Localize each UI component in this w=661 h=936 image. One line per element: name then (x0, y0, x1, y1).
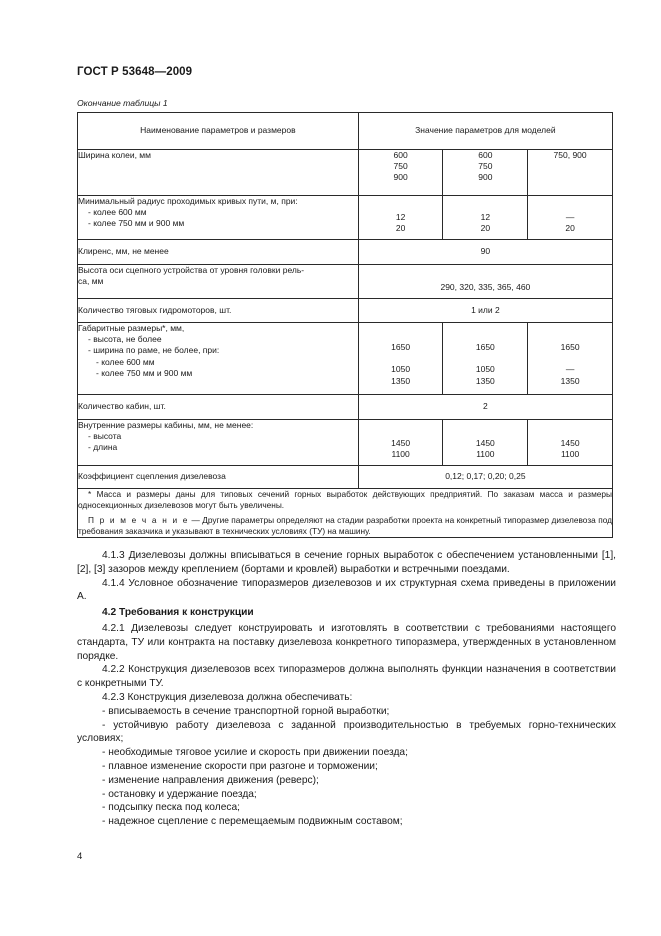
row-label-dimensions: Габаритные размеры*, мм, (78, 323, 185, 333)
row-label-coupler-cell (78, 265, 359, 299)
table-row-motors (78, 299, 613, 323)
gauge-col2-v3: 900 (478, 172, 493, 183)
note-text: — Другие параметры определяют на стадии разработки проекта на конкретный типоразмер дизелевоза под требования заказчика и указывают в технических условиях (ТУ) на машину. (78, 515, 612, 536)
row-label-cabin-inner: Внутренние размеры кабины, мм, не менее: (78, 420, 254, 430)
table-row-cabin-inner (78, 420, 613, 466)
section-heading-4-2: 4.2 Требования к конструкции (102, 607, 254, 619)
table-notes (78, 489, 613, 538)
table-caption: Окончание таблицы 1 (77, 98, 168, 108)
paragraph-4-2-1: 4.2.1 Дизелевозы следует конструировать и изготовлять в соответствии с требованиями настоящего стандарта, ТУ или контракта на поставку дизелевоза конкретного типоразмера, утвержденных в установленном порядке. (77, 622, 616, 662)
paragraph-4-2-2: 4.2.2 Конструкция дизелевозов всех типоразмеров должна выполнять функции назначения в соответствии с конкретными ТУ. (77, 664, 616, 690)
radius-col2-v2: 20 (480, 222, 491, 233)
parameters-table (77, 112, 613, 538)
dimensions-col3-750-900: 1350 (560, 375, 580, 386)
radius-col3-cell (528, 196, 613, 240)
list-item: - необходимые тяговое усилие и скорость при движении поезда; (102, 747, 408, 759)
radius-col1-cell (358, 196, 443, 240)
dimensions-sub-width: - ширина по раме, не более, при: (88, 345, 220, 356)
body-text (77, 549, 616, 829)
dimensions-col1-600: 1050 (391, 364, 411, 375)
row-label-radius-cell (78, 196, 359, 240)
cabin-inner-col2-height: 1450 (475, 437, 495, 448)
list-item: - подсыпку песка под колеса; (102, 802, 240, 814)
gauge-col3-v1: 750, 900 (553, 150, 587, 160)
dimensions-col1-height: 1650 (391, 342, 411, 352)
cabin-inner-col1-length: 1100 (391, 448, 410, 459)
table-notes-row (78, 489, 613, 538)
cabin-inner-col2-length: 1100 (476, 448, 495, 459)
cabin-inner-col3-length: 1100 (560, 448, 580, 459)
adhesion-value: 0,12; 0,17; 0,20; 0,25 (358, 466, 612, 489)
dimensions-col2-height: 1650 (475, 342, 495, 352)
gauge-col1-cell (358, 150, 443, 196)
gauge-col2-cell (443, 150, 528, 196)
dimensions-col3-cell (528, 323, 613, 395)
cabin-inner-col2-cell (443, 420, 528, 466)
table-row-radius (78, 196, 613, 240)
document-title: ГОСТ Р 53648—2009 (77, 66, 193, 78)
dimensions-sub-750-900: - колее 750 мм и 900 мм (96, 367, 193, 378)
note-label: П р и м е ч а н и е (88, 515, 189, 525)
cabin-inner-col3-cell (528, 420, 613, 466)
column-header-values: Значение параметров для моделей (358, 113, 612, 150)
gauge-col1-v1: 600 (393, 150, 408, 160)
paragraph-4-2-3: 4.2.3 Конструкция дизелевоза должна обеспечивать: (102, 691, 353, 703)
dimensions-col3-600: — (565, 364, 575, 375)
radius-col1-v2: 20 (395, 222, 406, 233)
dimensions-col2-750-900: 1350 (475, 375, 495, 386)
table-row-coupler (78, 265, 613, 299)
dimensions-sub-600: - колее 600 мм (96, 356, 155, 367)
gauge-col1-v3: 900 (393, 172, 408, 183)
gauge-col2-v2: 750 (478, 161, 493, 172)
dimensions-col1-750-900: 1350 (391, 375, 411, 386)
radius-col3-v2: 20 (565, 222, 575, 233)
table-header-row (78, 113, 613, 150)
cabin-inner-col1-height: 1450 (391, 437, 411, 448)
list-item: - надежное сцепление с перемещаемым подвижным составом; (102, 816, 403, 828)
row-label-coupler-line1: Высота оси сцепного устройства от уровня головки рель- (78, 265, 305, 275)
radius-col2-cell (443, 196, 528, 240)
table-note (78, 515, 612, 537)
list-item: - устойчивую работу дизелевоза с заданной производительностью в требуемых горно-технических условиях; (77, 719, 616, 745)
page-number: 4 (77, 851, 83, 862)
row-label-dimensions-cell (78, 323, 359, 395)
row-label-cabins: Количество кабин, шт. (78, 395, 359, 420)
list-item: - плавное изменение скорости при разгоне и торможении; (102, 760, 378, 772)
list-item: - изменение направления движения (реверс); (102, 774, 319, 786)
dimensions-col2-cell (443, 323, 528, 395)
row-label-motors: Количество тяговых гидромоторов, шт. (78, 299, 359, 323)
row-label-gauge: Ширина колеи, мм (78, 150, 359, 196)
row-label-cabin-inner-cell (78, 420, 359, 466)
radius-col3-v1: — (565, 211, 575, 222)
table-row-cabins (78, 395, 613, 420)
dimensions-sub-height: - высота, не более (88, 334, 162, 345)
table-row-dimensions (78, 323, 613, 395)
table-row-adhesion (78, 466, 613, 489)
table-row-clearance (78, 240, 613, 265)
coupler-value: 290, 320, 335, 365, 460 (358, 265, 612, 299)
radius-col1-v1: 12 (395, 211, 406, 222)
cabins-value: 2 (358, 395, 612, 420)
motors-value: 1 или 2 (358, 299, 612, 323)
cabin-inner-col1-cell (358, 420, 443, 466)
table-row-gauge (78, 150, 613, 196)
dimensions-col3-height: 1650 (560, 342, 580, 352)
cabin-inner-sub-length: - длина (88, 442, 118, 453)
list-item: - остановку и удержание поезда; (102, 788, 257, 800)
row-label-clearance: Клиренс, мм, не менее (78, 240, 359, 265)
radius-col2-v1: 12 (480, 211, 491, 222)
column-header-parameters: Наименование параметров и размеров (78, 113, 359, 150)
paragraph-4-1-3: 4.1.3 Дизелевозы должны вписываться в сечение горных выработок с обеспечением установленными [1], [2], [3] зазоров между креплением (бортами и кровлей) выработки и встречными поездами. (77, 550, 616, 575)
list-item: - вписываемость в сечение транспортной горной выработки; (102, 705, 390, 717)
row-label-adhesion: Коэффициент сцепления дизелевоза (78, 466, 359, 489)
row-label-coupler-line2: са, мм (78, 276, 104, 287)
radius-sub-600: - колее 600 мм (88, 207, 147, 218)
gauge-col3-cell (528, 150, 613, 196)
gauge-col1-v2: 750 (393, 161, 408, 172)
dimensions-col2-600: 1050 (475, 364, 495, 375)
table-footnote: * Масса и размеры даны для типовых сечений горных выработок действующих предприятий. По заказам масса и размеры односекционных дизелевозов могут быть увеличены. (78, 489, 612, 510)
row-label-radius: Минимальный радиус проходимых кривых пути, м, при: (78, 196, 298, 206)
dimensions-col1-cell (358, 323, 443, 395)
radius-sub-750-900: - колее 750 мм и 900 мм (88, 218, 185, 229)
cabin-inner-col3-height: 1450 (560, 437, 580, 448)
clearance-value: 90 (358, 240, 612, 265)
gauge-col2-v1: 600 (478, 150, 493, 160)
cabin-inner-sub-height: - высота (88, 431, 122, 442)
paragraph-4-1-4: 4.1.4 Условное обозначение типоразмеров дизелевозов и их структурная схема приведены в приложении А. (77, 577, 616, 603)
